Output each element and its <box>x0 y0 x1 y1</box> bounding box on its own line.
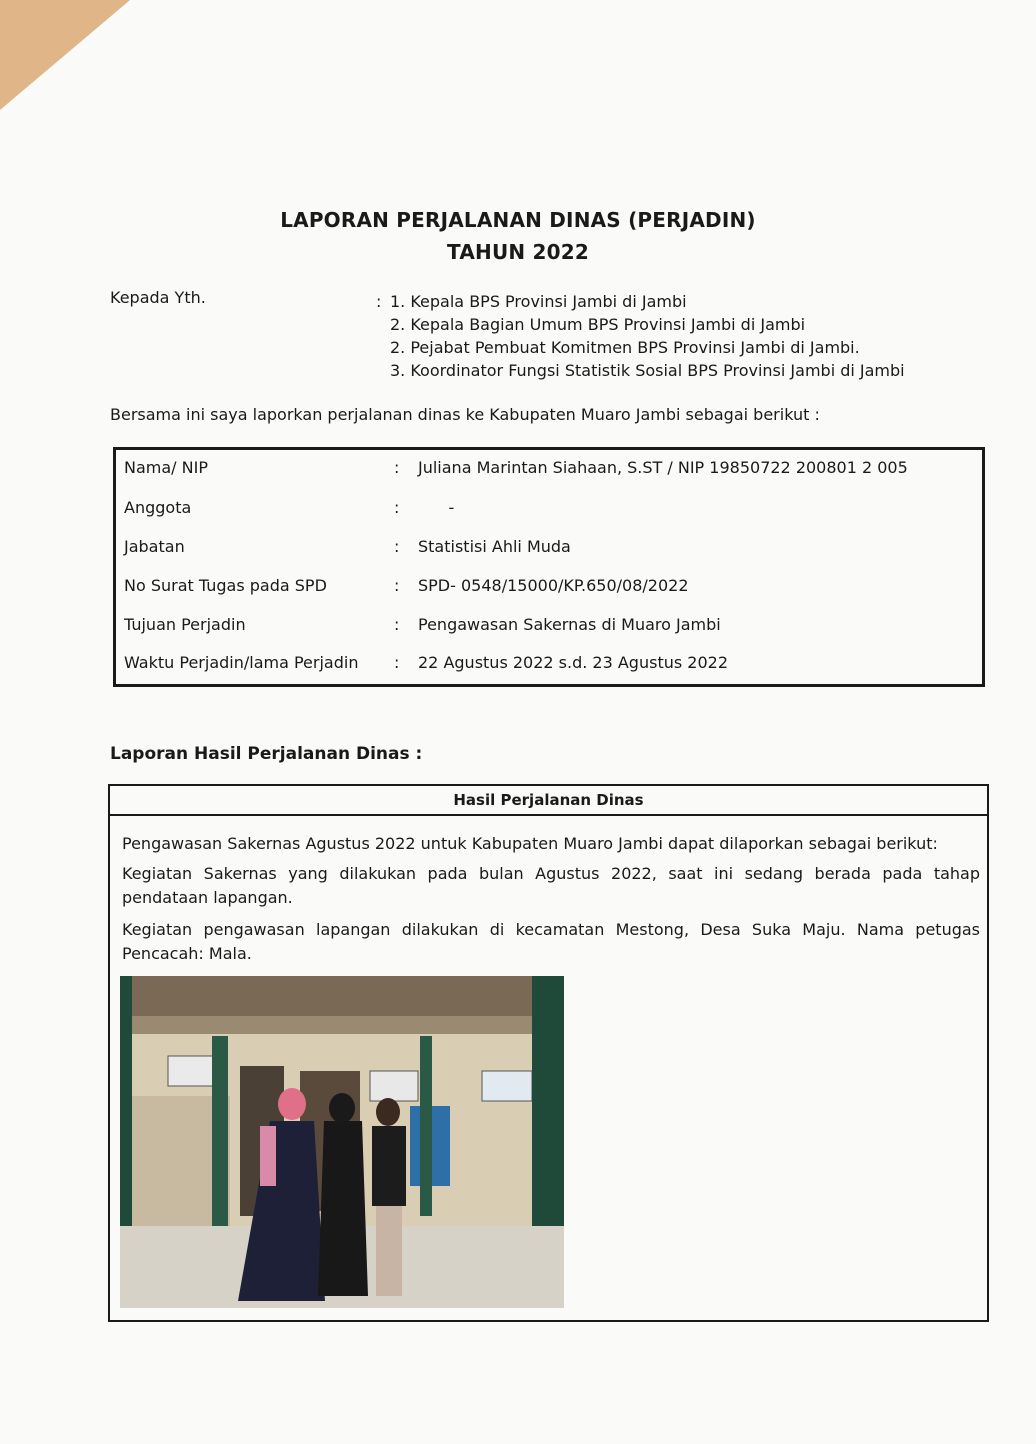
info-row-member: Anggota : - <box>124 498 455 517</box>
photo-person <box>376 1098 400 1126</box>
info-row-name: Nama/ NIP : Juliana Marintan Siahaan, S.ST / NIP 19850722 200801 2 005 <box>124 458 908 477</box>
info-row-purpose: Tujuan Perjadin : Pengawasan Sakernas di Muaro Jambi <box>124 615 721 634</box>
report-box-header: Hasil Perjalanan Dinas <box>110 786 987 816</box>
report-box <box>108 784 989 1322</box>
page-corner-fold <box>0 0 130 110</box>
info-row-duration: Waktu Perjadin/lama Perjadin : 22 Agustus 2022 s.d. 23 Agustus 2022 <box>124 653 728 672</box>
document-title: LAPORAN PERJALANAN DINAS (PERJADIN) <box>280 208 756 232</box>
travel-info-table <box>113 447 985 687</box>
recipient-list <box>376 290 905 382</box>
info-row-letter-number: No Surat Tugas pada SPD : SPD- 0548/15000/KP.650/08/2022 <box>124 576 689 595</box>
photo-person <box>278 1088 306 1120</box>
report-paragraph: Kegiatan pengawasan lapangan dilakukan di kecamatan Mestong, Desa Suka Maju. Nama petugas Pencacah: Mala. <box>122 920 980 963</box>
recipient-item: 2. Kepala Bagian Umum BPS Provinsi Jambi di Jambi <box>390 315 806 334</box>
photo-person <box>329 1093 355 1123</box>
recipient-item: 2. Pejabat Pembuat Komitmen BPS Provinsi Jambi di Jambi. <box>390 338 860 357</box>
document-year: TAHUN 2022 <box>447 240 589 264</box>
report-paragraph: Pengawasan Sakernas Agustus 2022 untuk Kabupaten Muaro Jambi dapat dilaporkan sebagai berikut: <box>122 834 938 853</box>
recipient-label: Kepada Yth. <box>110 288 206 307</box>
recipient-item: 3. Koordinator Fungsi Statistik Sosial BPS Provinsi Jambi di Jambi <box>390 361 905 380</box>
photo-sign <box>168 1056 216 1086</box>
report-section-title: Laporan Hasil Perjalanan Dinas : <box>110 744 423 764</box>
info-row-position: Jabatan : Statistisi Ahli Muda <box>124 537 571 556</box>
recipient-item: : 1. Kepala BPS Provinsi Jambi di Jambi <box>376 292 687 311</box>
field-photo <box>120 976 564 1308</box>
report-paragraph: Kegiatan Sakernas yang dilakukan pada bulan Agustus 2022, saat ini sedang berada pada tahap pendataan lapangan. <box>122 864 980 907</box>
intro-text: Bersama ini saya laporkan perjalanan dinas ke Kabupaten Muaro Jambi sebagai berikut : <box>110 405 820 424</box>
